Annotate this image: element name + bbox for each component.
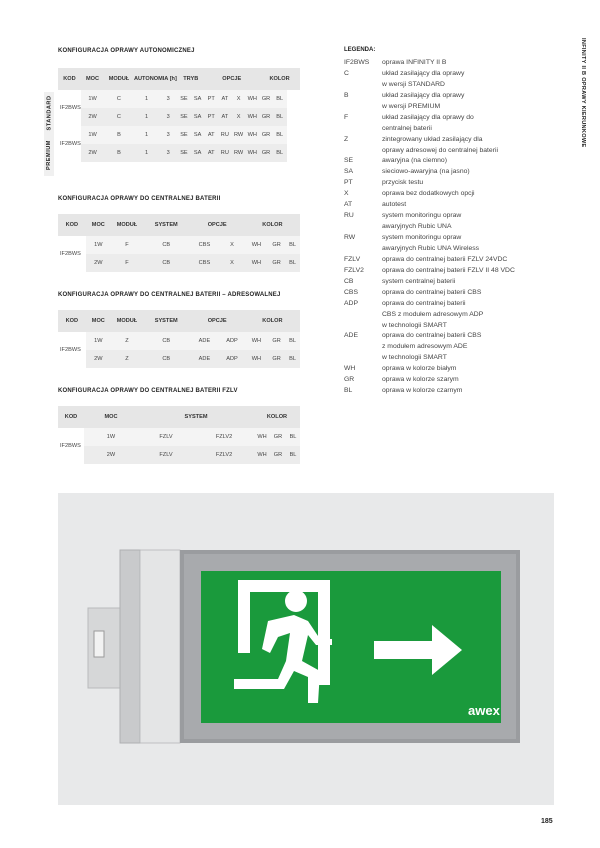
table-cell: ADP	[219, 332, 244, 350]
table-cell: WH	[245, 144, 259, 162]
table-cell: X	[232, 108, 246, 126]
table-cell: X	[232, 90, 246, 108]
table-cell: 1	[134, 126, 160, 144]
table2-title: KONFIGURACJA OPRAWY DO CENTRALNEJ BATERII	[58, 196, 221, 202]
legend-desc: oprawa bez dodatkowych opcji	[382, 190, 475, 198]
legend-code	[344, 244, 382, 255]
side-title-text: INFINITY II B OPRAWY KIERUNKOWE	[580, 38, 586, 148]
legend-code: FZLV2	[344, 266, 364, 274]
legend-item	[344, 310, 562, 321]
legend-code	[344, 353, 382, 364]
legend-item	[344, 69, 562, 80]
table-cell: PT	[204, 90, 218, 108]
legend-desc: awaryjna (na ciemno)	[382, 157, 447, 165]
side-title	[573, 40, 593, 170]
legend-desc: autotest	[382, 201, 407, 209]
legend-desc: oprawa do centralnej baterii	[382, 299, 466, 307]
brand-logo: awex	[468, 703, 500, 718]
kod-cell: IF2BWS	[58, 90, 81, 126]
legend-desc: sieciowo-awaryjna (na jasno)	[382, 168, 470, 176]
table-cell: 3	[159, 144, 177, 162]
legend-list	[344, 58, 562, 397]
table-cell: 3	[159, 108, 177, 126]
header-modul: MODUŁ	[111, 310, 143, 332]
legend-desc: oprawa do centralnej baterii CBS	[382, 332, 482, 340]
kod-cell: IF2BWS	[58, 126, 81, 162]
table-row	[58, 254, 300, 272]
legend-desc: przycisk testu	[382, 179, 424, 187]
legend-code: GR	[344, 376, 355, 384]
table-cell: PT	[204, 108, 218, 126]
table-cell: SE	[177, 126, 191, 144]
legend-item	[344, 233, 562, 244]
legend-desc: oprawa do centralnej baterii FZLV II 48 VDC	[382, 266, 515, 274]
legend-desc: oprawa do centralnej baterii FZLV 24VDC	[382, 255, 508, 263]
legend-item	[344, 189, 562, 200]
table-cell: RW	[232, 144, 246, 162]
table-row	[58, 108, 300, 126]
legend-desc: układ zasilający dla oprawy	[382, 91, 465, 99]
table-cell: SA	[191, 90, 205, 108]
table3-title: KONFIGURACJA OPRAWY DO CENTRALNEJ BATERII – ADRESOWALNEJ	[58, 292, 281, 298]
legend-item	[344, 58, 562, 69]
table-cell: X	[219, 254, 244, 272]
legend-code: FZLV	[344, 255, 361, 263]
legend-code: CB	[344, 277, 354, 285]
table-cell: 1	[134, 108, 160, 126]
table-cell: GR	[259, 108, 273, 126]
legend-code: CBS	[344, 288, 358, 296]
legend-desc: oprawa INFINITY II B	[382, 59, 447, 66]
table-cell: WH	[254, 428, 270, 446]
table-row	[58, 350, 300, 368]
table-cell: AT	[204, 126, 218, 144]
table-cell: 2W	[84, 446, 138, 464]
header-kolor: KOLOR	[259, 68, 300, 90]
table-cell: WH	[245, 332, 268, 350]
table-cell: F	[111, 236, 143, 254]
table-cell: FZLV2	[194, 428, 254, 446]
table-cell: BL	[286, 428, 300, 446]
table-cell: ADE	[190, 350, 220, 368]
table-cell: GR	[268, 350, 285, 368]
legend-code: Z	[344, 135, 349, 143]
table-cell: 1W	[86, 332, 111, 350]
table-cell: GR	[268, 236, 285, 254]
table-cell: AT	[204, 144, 218, 162]
legend-code: B	[344, 91, 349, 99]
legend-desc: system monitoringu opraw	[382, 234, 462, 241]
table-cell: SA	[191, 144, 205, 162]
header-system: SYSTEM	[143, 214, 190, 236]
header-opcje: OPCJE	[204, 68, 259, 90]
legend-item	[344, 102, 562, 113]
header-modul: MODUŁ	[104, 68, 133, 90]
table-cell: SA	[191, 126, 205, 144]
legend-desc: centralnej baterii	[382, 124, 432, 132]
table-cell: CBS	[190, 254, 220, 272]
header-autonomia: AUTONOMIA [h]	[134, 68, 177, 90]
table-cell: BL	[273, 126, 287, 144]
legend-item	[344, 364, 562, 375]
table-cell: BL	[285, 332, 300, 350]
table-cell: BL	[273, 144, 287, 162]
table-cell: BL	[285, 350, 300, 368]
header-kolor: KOLOR	[245, 214, 300, 236]
table-cell: 2W	[86, 254, 111, 272]
legend-item	[344, 386, 562, 397]
config-table-addressable	[58, 310, 300, 368]
table-cell: 1	[134, 90, 160, 108]
table-cell: 3	[159, 126, 177, 144]
table-cell: 3	[159, 90, 177, 108]
legend-desc: system monitoringu opraw	[382, 212, 462, 220]
table-cell: CB	[143, 332, 190, 350]
legend-item	[344, 299, 562, 310]
legend-code	[344, 146, 382, 157]
header-system: SYSTEM	[138, 406, 254, 428]
table-cell: SE	[177, 144, 191, 162]
table-cell: BL	[285, 254, 300, 272]
table-cell: GR	[268, 332, 285, 350]
header-system: SYSTEM	[143, 310, 190, 332]
header-moc: MOC	[86, 310, 111, 332]
table-cell: WH	[245, 254, 268, 272]
kod-cell: IF2BWS	[58, 332, 86, 368]
table-cell: BL	[273, 108, 287, 126]
table-cell: GR	[259, 126, 273, 144]
legend-item	[344, 331, 562, 342]
table-cell: Z	[111, 350, 143, 368]
table-cell: FZLV	[138, 446, 194, 464]
table-cell: CB	[143, 350, 190, 368]
legend-code: ADP	[344, 299, 358, 307]
table-cell: WH	[245, 126, 259, 144]
table-cell: 2W	[81, 144, 104, 162]
legend-desc: w technologii SMART	[382, 321, 447, 329]
legend-code	[344, 321, 382, 332]
legend-code: F	[344, 113, 349, 121]
table-cell: AT	[218, 108, 232, 126]
table-row	[58, 90, 300, 108]
legend-desc: w wersji STANDARD	[382, 80, 445, 88]
config-table-autonomous	[58, 68, 300, 162]
legend-item	[344, 146, 562, 157]
legend-desc: oprawa w kolorze białym	[382, 365, 457, 373]
table-cell: CB	[143, 254, 190, 272]
table-cell: C	[104, 108, 133, 126]
legend-desc: układ zasilający dla oprawy	[382, 69, 465, 77]
exit-sign-illustration	[58, 493, 554, 805]
legend-code	[344, 80, 382, 91]
header-kod: KOD	[58, 68, 81, 90]
header-modul: MODUŁ	[111, 214, 143, 236]
legend-desc: zintegrowany układ zasilający dla	[382, 135, 483, 143]
table-cell: B	[104, 144, 133, 162]
legend-desc: w wersji PREMIUM	[382, 102, 441, 110]
table-cell: 1W	[86, 236, 111, 254]
table-cell: WH	[245, 108, 259, 126]
legend-code: RW	[344, 234, 356, 241]
table-cell: CB	[143, 236, 190, 254]
legend-code: SA	[344, 168, 354, 176]
legend-item	[344, 200, 562, 211]
table-cell: FZLV	[138, 428, 194, 446]
legend-item	[344, 342, 562, 353]
table-cell: Z	[111, 332, 143, 350]
header-opcje: OPCJE	[190, 310, 245, 332]
config-table-fzlv	[58, 406, 300, 464]
table-cell: ADE	[190, 332, 220, 350]
legend-code: AT	[344, 201, 353, 209]
legend-desc: w technologii SMART	[382, 354, 447, 362]
table-cell: SE	[177, 108, 191, 126]
table-row	[58, 332, 300, 350]
table-cell: 2W	[86, 350, 111, 368]
legend-desc: system centralnej baterii	[382, 277, 456, 285]
legend-code: WH	[344, 365, 356, 373]
table-cell: GR	[270, 446, 286, 464]
table-cell: B	[104, 126, 133, 144]
legend-code: ADE	[344, 332, 358, 340]
legend-item	[344, 135, 562, 146]
group-premium-label: PREMIUM	[44, 134, 54, 176]
legend-code	[344, 222, 382, 233]
legend-item	[344, 277, 562, 288]
header-tryb: TRYB	[177, 68, 204, 90]
legend-code: C	[344, 69, 349, 77]
table-cell: SA	[191, 108, 205, 126]
legend-item	[344, 244, 562, 255]
table-cell: RU	[218, 144, 232, 162]
legend-desc: z modułem adresowym ADE	[382, 343, 468, 351]
legend-item	[344, 167, 562, 178]
legend-item	[344, 156, 562, 167]
table-cell: BL	[286, 446, 300, 464]
table-cell: WH	[245, 350, 268, 368]
legend-item	[344, 113, 562, 124]
legend-code	[344, 102, 382, 113]
table-row	[58, 446, 300, 464]
table1-title: KONFIGURACJA OPRAWY AUTONOMICZNEJ	[58, 48, 195, 54]
table-cell: 1W	[81, 90, 104, 108]
table-cell: BL	[285, 236, 300, 254]
table-cell: FZLV2	[194, 446, 254, 464]
table-cell: BL	[273, 90, 287, 108]
header-moc: MOC	[81, 68, 104, 90]
legend-desc: oprawy adresowej do centralnej baterii	[382, 146, 498, 154]
legend-item	[344, 321, 562, 332]
header-opcje: OPCJE	[190, 214, 245, 236]
legend-item	[344, 222, 562, 233]
table-row	[58, 126, 300, 144]
legend-code: X	[344, 190, 349, 198]
group-standard-label: STANDARD	[44, 92, 54, 134]
legend-item	[344, 178, 562, 189]
header-moc: MOC	[84, 406, 138, 428]
legend-desc: oprawa w kolorze szarym	[382, 376, 459, 384]
legend-desc: CBS z modułem adresowym ADP	[382, 310, 484, 318]
legend-code: RU	[344, 212, 354, 220]
table-cell: WH	[245, 90, 259, 108]
legend-item	[344, 353, 562, 364]
table-cell: 1	[134, 144, 160, 162]
table-cell: 1W	[84, 428, 138, 446]
table-cell: WH	[254, 446, 270, 464]
table-cell: C	[104, 90, 133, 108]
table-cell: GR	[259, 144, 273, 162]
table-row	[58, 236, 300, 254]
table-row	[58, 144, 300, 162]
kod-cell: IF2BWS	[58, 236, 86, 272]
legend-code	[344, 124, 382, 135]
table-cell: GR	[268, 254, 285, 272]
table-cell: GR	[259, 90, 273, 108]
legend-desc: awaryjnych Rubic UNA Wireless	[382, 244, 480, 252]
legend-desc: oprawa do centralnej baterii CBS	[382, 288, 482, 296]
header-kod: KOD	[58, 310, 86, 332]
table-cell: SE	[177, 90, 191, 108]
legend-item	[344, 80, 562, 91]
header-kolor: KOLOR	[245, 310, 300, 332]
table-row	[58, 428, 300, 446]
table-cell: ADP	[219, 350, 244, 368]
legend-item	[344, 255, 562, 266]
table-cell: GR	[270, 428, 286, 446]
legend-code: IF2BWS	[344, 59, 370, 66]
table4-title: KONFIGURACJA OPRAWY DO CENTRALNEJ BATERII FZLV	[58, 388, 238, 394]
legend-title: LEGENDA:	[344, 47, 376, 53]
legend-code	[344, 342, 382, 353]
table-cell: RW	[232, 126, 246, 144]
legend-item	[344, 91, 562, 102]
table-cell: F	[111, 254, 143, 272]
table-cell: AT	[218, 90, 232, 108]
legend-desc: oprawa w kolorze czarnym	[382, 387, 463, 395]
header-kolor: KOLOR	[254, 406, 300, 428]
legend-desc: awaryjnych Rubic UNA	[382, 223, 452, 231]
table-cell: 2W	[81, 108, 104, 126]
table-cell: WH	[245, 236, 268, 254]
config-table-central	[58, 214, 300, 272]
legend-desc: układ zasilający dla oprawy do	[382, 113, 474, 121]
legend-item	[344, 124, 562, 135]
legend-item	[344, 266, 562, 277]
header-kod: KOD	[58, 214, 86, 236]
legend-item	[344, 375, 562, 386]
legend-item	[344, 288, 562, 299]
legend-code	[344, 310, 382, 321]
table-cell: RU	[218, 126, 232, 144]
table-cell: X	[219, 236, 244, 254]
legend-code: SE	[344, 157, 354, 165]
header-moc: MOC	[86, 214, 111, 236]
table-cell: 1W	[81, 126, 104, 144]
legend-code: PT	[344, 179, 353, 187]
table-cell: CBS	[190, 236, 220, 254]
legend-code: BL	[344, 387, 353, 395]
page-number: 185	[541, 818, 553, 825]
legend-item	[344, 211, 562, 222]
header-kod: KOD	[58, 406, 84, 428]
product-photo	[58, 493, 554, 805]
kod-cell: IF2BWS	[58, 428, 84, 464]
